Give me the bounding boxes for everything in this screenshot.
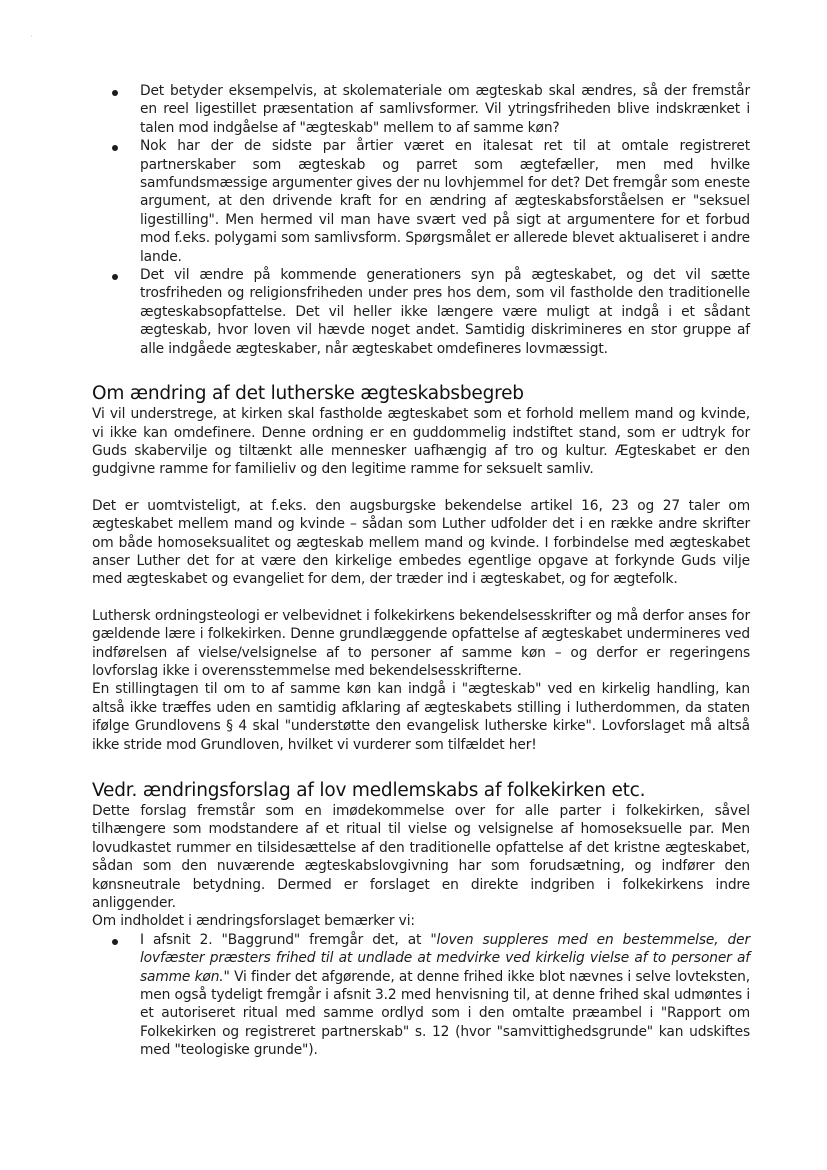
document-page <box>92 82 750 1060</box>
bullet-rest: " Vi finder det afgørende, at denne frihed ikke blot nævnes i selve lovteksten, men også tydeligt fremgår i afsnit 3.2 med henvisning til, at denne frihed skal udmøntes i et autoriseret ritual med samme ordlyd som i den omtalte præambel i "Rapport om Folkekirken og registreret partnerskab" s. 12 (hvor "samvittighedsgrunde" kan udskiftes med "teologiske grunde"). <box>140 968 750 1059</box>
amendment-bullet-list <box>92 931 750 1060</box>
section-heading: Vedr. ændringsforslag af lov medlemskabs af folkekirken etc. <box>92 780 646 801</box>
section-heading: Om ændring af det lutherske ægteskabsbegreb <box>92 383 524 405</box>
paragraph: Det er uomtvisteligt, at f.eks. den augsburgske bekendelse artikel 16, 23 og 27 taler om ægteskabet mellem mand og kvinde – sådan som Luther udfolder det i en række andre skrifter om både homoseksualitet og ægteskab mellem mand og kvinde. I forbindelse med ægteskabet anser Luther det for at være den kirkelige embedes egentlige opgave at forkynde Guds vilje med ægteskabet og evangeliet for dem, der træder ind i ægteskabet, og for ægtefolk. <box>92 497 750 588</box>
scan-corner-mark: ˛ <box>30 30 33 37</box>
paragraph: Dette forslag fremstår som en imødekommelse over for alle parter i folkekirken, såvel tilhængere som modstandere af et ritual til vielse og velsignelse af homoseksuelle par. Men lovudkastet rummer en tilsidesættelse af den traditionelle opfattelse af det kristne ægteskabet, sådan som den nuværende ægteskabslovgivning har som forudsætning, og indfører den kønsneutrale betydning. Dermed er forslaget en direkte indgriben i folkekirkens indre anliggender. <box>92 803 750 912</box>
paragraph: Vi vil understrege, at kirken skal fastholde ægteskabet som et forhold mellem mand og kvinde, vi ikke kan omdefinere. Denne ordning er en guddommelig indstiftet stand, som er udtryk for Guds skabervilje og tiltænkt alle mennesker uafhængig af tro og kultur. Ægteskabet er den gudgivne ramme for familieliv og den legitime ramme for seksuelt samliv. <box>92 406 750 478</box>
paragraph: En stillingtagen til om to af samme køn kan indgå i "ægteskab" ved en kirkelig handling, kan altså ikke træffes uden en samtidig afklaring af ægteskabets stilling i lutherdommen, da staten ifølge Grundlovens § 4 skal "understøtte den evangelisk lutherske kirke". Lovforslaget må altså ikke stride mod Grundloven, hvilket vi vurderer som tilfældet her! <box>92 681 750 753</box>
bullet-lead: I afsnit 2. "Baggrund" fremgår det, at " <box>140 931 437 948</box>
paragraph: Om indholdet i ændringsforslaget bemærker vi: <box>92 913 415 930</box>
paragraph: Luthersk ordningsteologi er velbevidnet i folkekirkens bekendelsesskrifter og må derfor anses for gældende lære i folkekirken. Denne grundlæggende opfattelse af ægteskabet undermineres ved indførelsen af vielse/velsignelse af to personer af samme køn – og derfor er regeringens lovforslag ikke i overensstemmelse med bekendelsesskrifterne. <box>92 607 750 679</box>
bullet-item <box>140 931 750 1060</box>
law-quote: loven suppleres med en bestemmelse, der lovfæster præsters frihed til at undlade at medvirke ved kirkelig vielse af to personer af samme køn. <box>140 931 750 985</box>
intro-bullet-list <box>92 82 750 358</box>
bullet-item: Det vil ændre på kommende generationers syn på ægteskabet, og det vil sætte trosfriheden og religionsfriheden under pres hos dem, som vil fastholde den traditionelle ægteskabsopfattelse. Det vil heller ikke længere være muligt at indgå i et sådant ægteskab, hvor loven vil hævde noget andet. Samtidig diskrimineres en stor gruppe af alle indgåede ægteskaber, når ægteskabet omdefineres lovmæssigt. <box>140 267 750 357</box>
bullet-item: Nok har der de sidste par årtier været en italesat ret til at omtale registreret partnerskaber som ægteskab og parret som ægtefæller, men med hvilke samfundsmæssige argumenter gives der nu lovhjemmel for det? Det fremgår som eneste argument, at den drivende kraft for en ændring af ægteskabsforståelsen er "seksuel ligestilling". Men hermed vil man have svært ved på sigt at argumentere for et forbud mod f.eks. polygami som samlivsform. Spørgsmålet er allerede blevet aktualiseret i andre lande. <box>140 138 750 265</box>
bullet-item: Det betyder eksempelvis, at skolemateriale om ægteskab skal ændres, så der fremstår en reel ligestillet præsentation af samlivsformer. Vil ytringsfriheden blive indskrænket i talen mod indgåelse af "ægteskab" mellem to af samme køn? <box>140 83 750 136</box>
